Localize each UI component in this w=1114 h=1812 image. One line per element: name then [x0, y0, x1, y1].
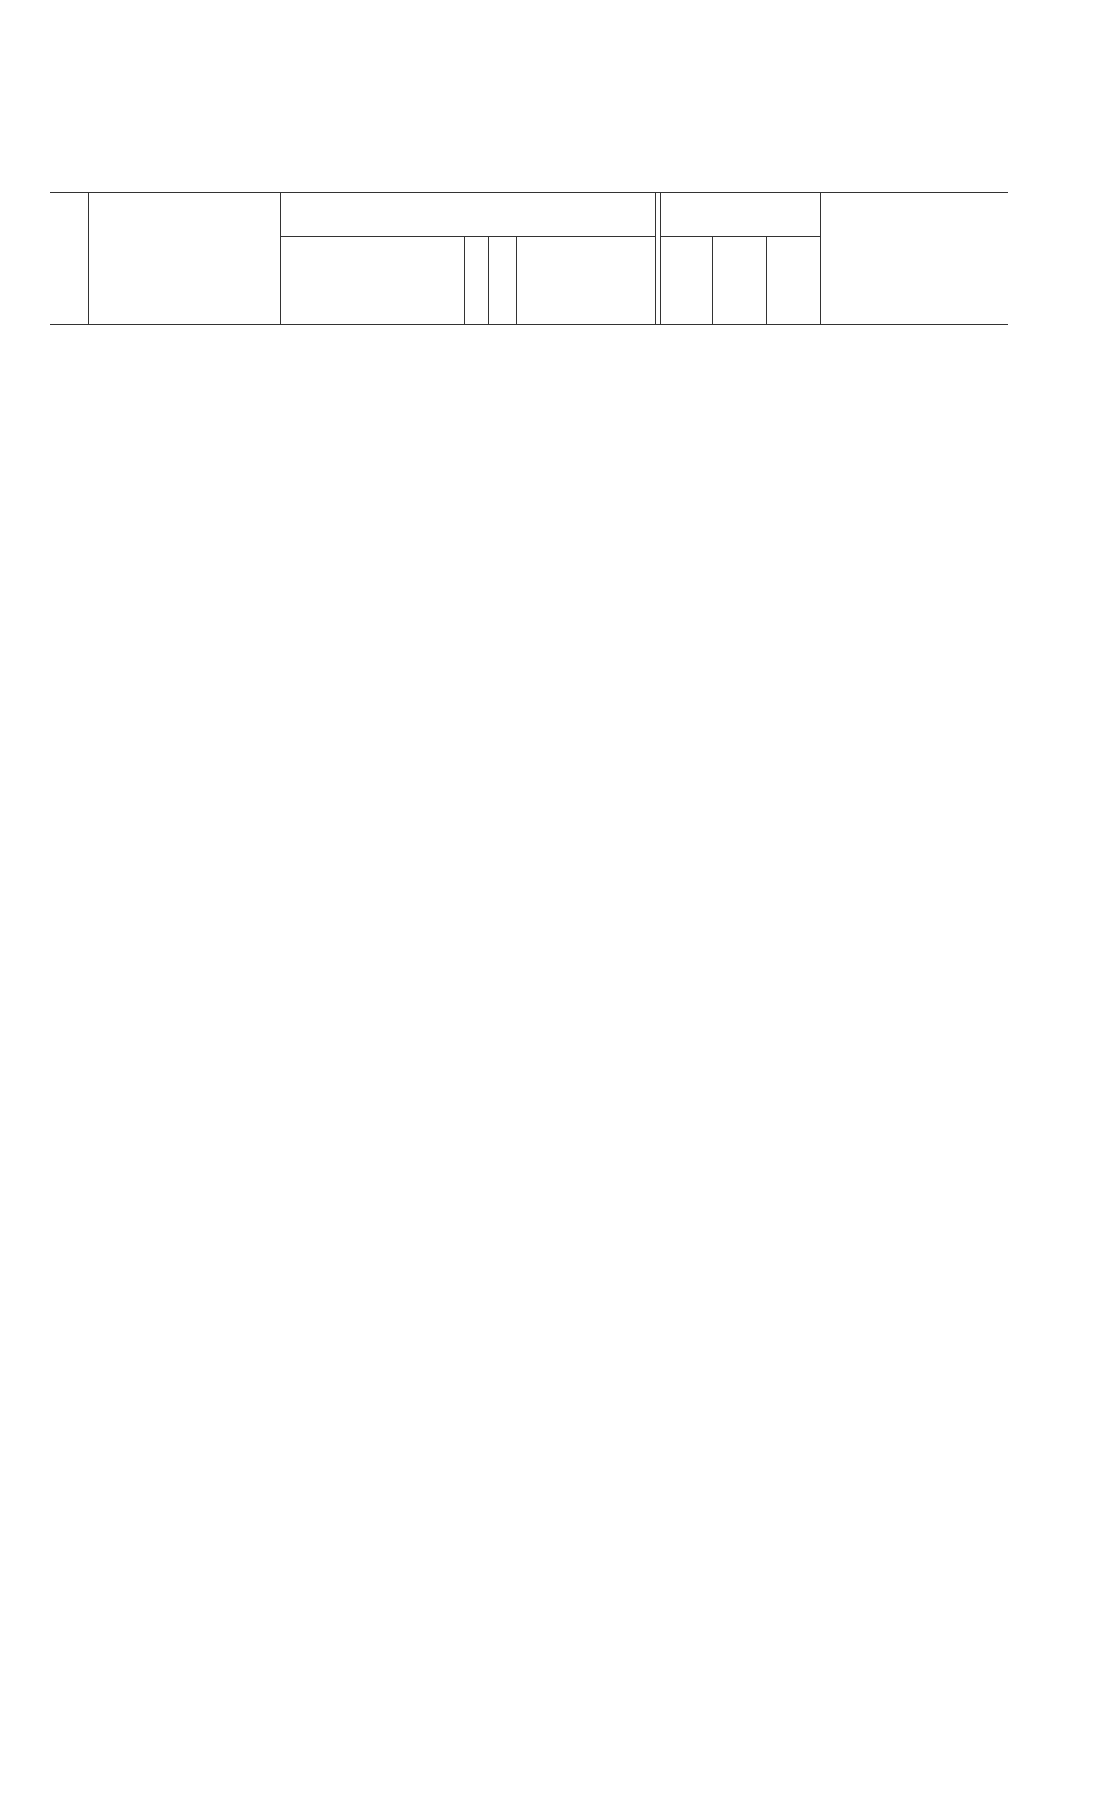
units-row: [0, 382, 1114, 398]
